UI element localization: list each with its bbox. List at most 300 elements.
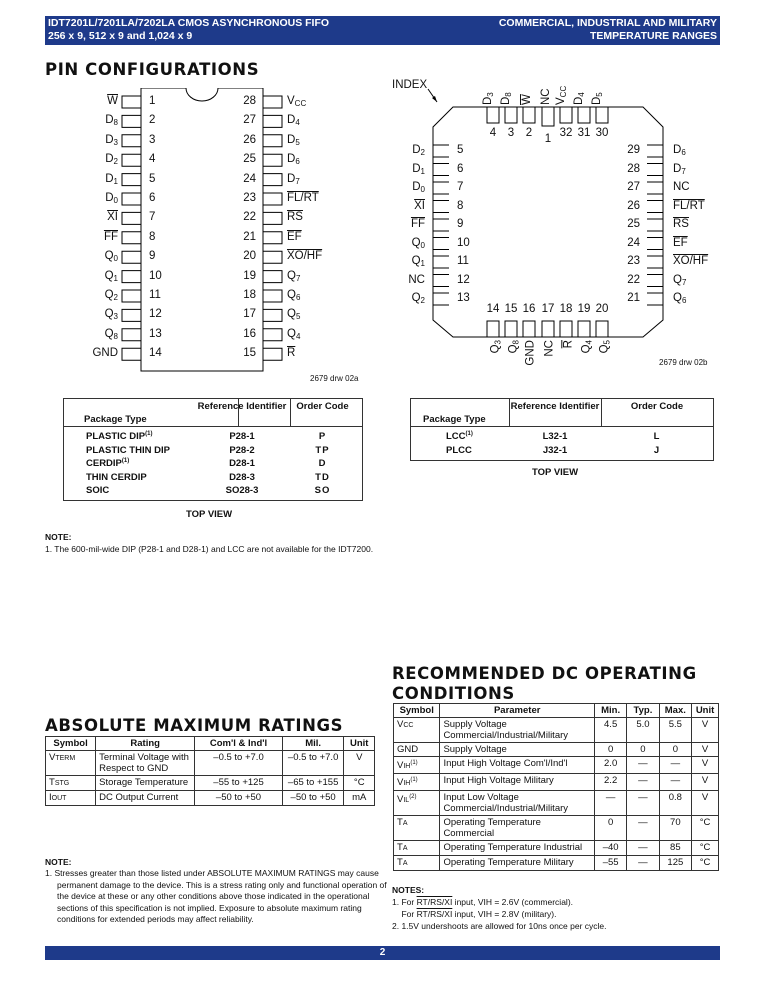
- dip-pin-box: [122, 251, 141, 263]
- pin-name-base: V: [555, 97, 567, 105]
- pin-name-base: $\overline{R}$: [287, 347, 296, 360]
- pin-name-base: Q: [287, 269, 296, 282]
- dip-pin-box: [263, 212, 282, 224]
- rec-unit: V: [692, 718, 719, 743]
- rec-max: 0: [659, 743, 692, 757]
- dip-pin-label: [107, 94, 118, 108]
- package-row: [64, 445, 362, 458]
- package-footnote-ref: (1): [121, 458, 130, 464]
- package-footnote-ref: (1): [465, 431, 473, 437]
- pin-name-base: D: [500, 96, 512, 105]
- dip-pin-label: [287, 346, 295, 360]
- abs-mil: –0.5 to +7.0: [282, 751, 344, 776]
- package-type-text: THIN CERDIP: [86, 471, 147, 483]
- pin-name-base: D: [105, 114, 114, 127]
- rec-param: Input High Voltage Military: [440, 774, 595, 791]
- abs-h-com: Com'l & Ind'l: [195, 737, 283, 751]
- package-ref: D28-1: [229, 458, 255, 469]
- pin-name-base: Q: [598, 344, 610, 354]
- package-ref: SO28-3: [225, 485, 259, 496]
- pin-name-sub: 7: [295, 176, 300, 186]
- lcc-pin-number: 15: [504, 303, 518, 315]
- lcc-pin-number: 21: [627, 292, 640, 304]
- pin-name-sub: 6: [295, 157, 300, 167]
- lcc-pin-label: [673, 236, 688, 250]
- dip-pin-number: 4: [149, 153, 156, 166]
- rec-unit: V: [692, 757, 719, 774]
- dip-pin-box: [122, 271, 141, 283]
- rec-symbol: [394, 718, 440, 743]
- rec-dc-row: [394, 774, 719, 791]
- dip-pin-label: [287, 94, 306, 111]
- pin-name-base: $\overline{RS}$: [287, 211, 303, 224]
- rec-min: —: [594, 791, 626, 816]
- abs-symbol-sub: TERM: [55, 755, 76, 762]
- abs-rating: DC Output Current: [96, 791, 195, 806]
- pin-name-base: NC: [544, 340, 556, 357]
- lcc-pin-number: 13: [457, 292, 470, 304]
- pin-name-sub: 2: [420, 296, 425, 305]
- dip-pin-box: [263, 174, 282, 186]
- pin-name-base: Q: [104, 289, 114, 301]
- lcc-pin-box: [542, 107, 554, 126]
- lcc-pin-box: [433, 182, 449, 194]
- dip-pin-label: [287, 249, 322, 263]
- dip-pin-label: [105, 172, 118, 189]
- header-range-2: TEMPERATURE RANGES: [590, 30, 717, 42]
- lcc-pin-box: [433, 219, 449, 231]
- lcc-pin-box: [596, 321, 608, 337]
- abs-mil: –65 to +155: [282, 776, 344, 791]
- pin-name-base: Q: [287, 327, 296, 340]
- lcc-pin-label: [673, 273, 686, 290]
- dip-pin-number: 2: [149, 114, 156, 127]
- dip-pin-label: [105, 113, 118, 130]
- dip-pin-number: 25: [243, 153, 256, 166]
- lcc-pin-box: [523, 321, 535, 337]
- pin-name-base: D: [591, 96, 603, 105]
- pin-name-base: D: [412, 162, 421, 175]
- lcc-pin-box: [523, 107, 535, 123]
- lcc-pin-box: [433, 275, 449, 287]
- rec-notes-title: NOTES:: [392, 885, 425, 895]
- abs-h-unit: Unit: [344, 737, 375, 751]
- lcc-pin-box: [647, 293, 663, 305]
- package-code: SO: [314, 485, 331, 496]
- package-row: [411, 445, 713, 458]
- lcc-pin-box: [433, 256, 449, 268]
- pin-name-sub: 3: [113, 312, 118, 322]
- lcc-pin-number: 10: [457, 236, 470, 249]
- rec-min: 0: [594, 743, 626, 757]
- lcc-pin-box: [505, 107, 517, 123]
- pin-name-sub: 5: [295, 312, 301, 322]
- package-ref: J32-1: [542, 444, 568, 456]
- header-title: IDT7201L/7201LA/7202LA CMOS ASYNCHRONOUS FIFO: [48, 17, 330, 29]
- dip-pin-number: 21: [243, 230, 256, 243]
- rec-symbol-base: GND: [397, 744, 419, 755]
- lcc-pin-box: [578, 107, 590, 123]
- dip-pin-number: 8: [149, 230, 156, 243]
- pin-name-base: GND: [525, 340, 537, 366]
- lcc-pin-number: 4: [489, 127, 497, 139]
- dip-pin-number: 19: [243, 269, 256, 282]
- dip-pin-number: 28: [243, 95, 256, 107]
- dip-pin-box: [122, 290, 141, 302]
- dip-pin-label: [105, 249, 118, 266]
- lcc-pin-number: 17: [541, 303, 555, 315]
- rec-symbol-footnote: (2): [409, 794, 417, 801]
- package-ref: P28-2: [229, 444, 255, 456]
- rec-dc-title-2: CONDITIONS: [392, 684, 515, 703]
- dip-pin-box: [263, 96, 282, 108]
- pin-name-base: D: [105, 153, 114, 166]
- rec-note-1a: [392, 896, 573, 908]
- dip-pin-label: [287, 288, 300, 305]
- pin-name-base: Q: [104, 308, 114, 321]
- dip-pin-box: [122, 348, 141, 360]
- rec-max: 5.5: [659, 718, 692, 743]
- package-row: [64, 472, 362, 485]
- package-ref: L32-1: [542, 431, 568, 442]
- rec-symbol-footnote: (1): [410, 777, 418, 784]
- lcc-pin-number: 20: [595, 303, 609, 315]
- abs-max-row: [46, 751, 375, 776]
- rec-dc-row: [394, 743, 719, 757]
- pin-name-sub: 1: [420, 166, 425, 176]
- lcc-pin-box: [433, 238, 449, 250]
- rec-dc-header-row: [394, 704, 719, 718]
- dip-pin-label: [287, 327, 300, 344]
- pin-name-base: Q: [507, 344, 519, 354]
- lcc-pin-label: [411, 217, 425, 231]
- lcc-pin-box: [505, 321, 517, 337]
- dip-pin-number: 12: [149, 308, 162, 321]
- lcc-pin-number: 11: [457, 255, 469, 267]
- dip-pin-label: [92, 346, 118, 360]
- pin-name-base: XO/HF: [287, 250, 323, 263]
- pin-name-sub: 0: [113, 254, 118, 264]
- abs-note-text: 1. Stresses greater than those listed under ABSOLUTE MAXIMUM RATINGS may cause permanent damage to the device. This is a stress rating only and functional operation of the device at these or any other conditions above those indicated in the operational sections of this specification is not implied. Exposure to absolute maximum rating conditions for extended periods may affect reliability.: [45, 868, 387, 924]
- lcc-pin-label: [595, 340, 609, 370]
- pin-name-base: D: [287, 172, 296, 185]
- dip-pin-label: [287, 230, 302, 244]
- rec-min: 2.0: [594, 757, 626, 774]
- dip-pin-label: [105, 307, 118, 324]
- dip-pin-box: [122, 154, 141, 166]
- rec-unit: V: [692, 791, 719, 816]
- pin-name-sub: 3: [113, 137, 118, 147]
- abs-h-mil: Mil.: [282, 737, 344, 751]
- dip-pin-box: [263, 309, 282, 321]
- abs-unit: mA: [344, 791, 375, 806]
- rec-typ: —: [627, 841, 659, 856]
- lcc-pin-number: 23: [627, 255, 640, 267]
- pin-name-sub: 6: [681, 148, 686, 157]
- abs-symbol-base: V: [49, 752, 56, 763]
- lcc-pin-box: [487, 107, 499, 123]
- pin-name-sub: 2: [420, 148, 425, 157]
- dip-pin-box: [122, 329, 141, 341]
- rec-symbol-base: V: [397, 760, 404, 772]
- pin-name-base: $\overline{FF}$: [103, 230, 118, 243]
- rec-typ: 0: [627, 743, 659, 757]
- lcc-pin-label: [673, 291, 686, 308]
- abs-max-row: [46, 776, 375, 791]
- pin-note-title: NOTE:: [45, 532, 72, 542]
- rec-unit: V: [692, 743, 719, 757]
- rec-symbol-sub: A: [402, 845, 408, 853]
- rec-note-1b-pre: For: [392, 909, 417, 919]
- pin-name-base: D: [105, 133, 114, 146]
- package-row: [411, 431, 713, 444]
- rec-h-max: Max.: [659, 704, 692, 718]
- pin-name-base: D: [287, 114, 296, 127]
- rec-unit: V: [692, 774, 719, 791]
- page-header: [45, 16, 720, 45]
- rec-note-2: 2. 1.5V undershoots are allowed for 10ns once per cycle.: [392, 921, 607, 931]
- dip-pin-box: [263, 271, 282, 283]
- lcc-pin-label: [408, 273, 425, 287]
- package-type-text: LCC: [446, 431, 466, 443]
- package-code: P: [318, 431, 327, 442]
- lcc-pin-number: 24: [627, 236, 640, 249]
- rec-param: Supply Voltage: [440, 743, 595, 757]
- rec-max: 70: [659, 816, 692, 841]
- dip-pin-number: 16: [243, 327, 256, 340]
- rec-symbol: [394, 743, 440, 757]
- abs-rating: Terminal Voltage with Respect to GND: [96, 751, 195, 776]
- lcc-col-code: Order Code: [630, 401, 684, 412]
- pin-name-base: Q: [411, 292, 421, 304]
- package-code: D: [318, 458, 327, 469]
- abs-max-title: ABSOLUTE MAXIMUM RATINGS: [45, 716, 344, 735]
- pin-name-sub: 7: [681, 277, 687, 287]
- rec-dc-row: [394, 816, 719, 841]
- abs-com: –0.5 to +7.0: [195, 751, 283, 776]
- abs-symbol: [46, 776, 96, 791]
- lcc-pin-label: [673, 180, 690, 194]
- rec-h-typ: Typ.: [627, 704, 659, 718]
- dip-pin-box: [122, 174, 141, 186]
- dip-pin-label: [105, 327, 118, 344]
- dip-pin-label: [105, 191, 118, 208]
- rec-typ: —: [627, 816, 659, 841]
- package-ref: D28-3: [229, 471, 255, 483]
- lcc-pin-label: [482, 71, 500, 105]
- header-right: [499, 17, 717, 43]
- dip-pin-number: 14: [149, 347, 162, 360]
- rec-symbol-base: T: [397, 857, 403, 869]
- dip-pin-number: 10: [149, 269, 162, 282]
- lcc-pin-number: 2: [525, 127, 533, 139]
- rec-dc-title-1: RECOMMENDED DC OPERATING: [392, 664, 697, 683]
- rec-h-symbol: Symbol: [394, 704, 440, 718]
- rec-symbol: [394, 757, 440, 774]
- package-code: TP: [315, 444, 330, 456]
- lcc-pin-label: [559, 340, 573, 370]
- rec-note-1b-post: input, VIH = 2.8V (military).: [452, 909, 557, 919]
- dip-pin-box: [263, 232, 282, 244]
- rec-dc-row: [394, 718, 719, 743]
- lcc-pin-box: [433, 164, 449, 176]
- package-type-text: PLCC: [446, 444, 472, 456]
- pin-name-base: Q: [104, 327, 114, 340]
- pin-name-base: D: [105, 192, 114, 204]
- pin-name-base: Q: [104, 250, 114, 263]
- dip-pin-number: 18: [243, 289, 256, 301]
- abs-com: –50 to +50: [195, 791, 283, 806]
- rec-symbol-base: T: [397, 842, 403, 854]
- lcc-pin-number: 1: [544, 133, 552, 145]
- lcc-pin-label: [522, 340, 536, 370]
- lcc-pin-number: 29: [627, 144, 640, 156]
- rec-param: Operating Temperature Commercial: [440, 816, 595, 841]
- package-type: [86, 458, 129, 469]
- dip-pin-label: [287, 307, 300, 324]
- package-code: J: [653, 444, 661, 456]
- dip-pin-number: 23: [243, 192, 256, 204]
- rec-h-unit: Unit: [692, 704, 719, 718]
- rec-param: Operating Temperature Military: [440, 856, 595, 871]
- lcc-pin-box: [560, 321, 572, 337]
- pin-name-sub: 4: [295, 118, 300, 128]
- pin-name-sub: 1: [113, 273, 118, 283]
- header-range-1: COMMERCIAL, INDUSTRIAL AND MILITARY: [498, 17, 717, 29]
- lcc-pin-number: 18: [559, 303, 573, 315]
- lcc-top-view: TOP VIEW: [532, 467, 579, 478]
- lcc-pin-number: 16: [522, 303, 536, 315]
- pin-name-base: D: [482, 96, 494, 105]
- rec-typ: —: [627, 791, 659, 816]
- rec-symbol: [394, 791, 440, 816]
- header-left: [48, 17, 329, 43]
- pin-name-base: $\overline{XI}$: [107, 211, 118, 224]
- rec-typ: 5.0: [627, 718, 659, 743]
- lcc-pin-box: [647, 238, 663, 250]
- rec-symbol-sub: A: [402, 860, 408, 868]
- dip-pin-label: [105, 152, 118, 169]
- rec-min: 2.2: [594, 774, 626, 791]
- abs-max-header-row: [46, 737, 375, 751]
- pin-name-sub: 7: [295, 273, 301, 283]
- pin-name-base: D: [573, 96, 585, 105]
- rec-min: 0: [594, 816, 626, 841]
- package-type: [86, 431, 152, 442]
- package-footnote-ref: (1): [145, 431, 153, 437]
- pin-name-sub: 8: [504, 92, 513, 97]
- lcc-pin-label: [673, 199, 705, 213]
- lcc-package-table: [410, 398, 714, 461]
- dip-pin-label: [107, 210, 118, 224]
- pin-name-base: Q: [411, 236, 421, 249]
- dip-pin-number: 9: [149, 250, 156, 263]
- rec-max: 85: [659, 841, 692, 856]
- package-type: [446, 431, 473, 442]
- lcc-pin-label: [673, 217, 689, 231]
- dip-pin-label: [287, 152, 300, 169]
- pin-name-base: GND: [92, 347, 118, 360]
- lcc-pin-number: 25: [627, 218, 640, 230]
- package-type-text: SOIC: [86, 485, 110, 496]
- lcc-pin-label: [591, 71, 609, 105]
- rec-note-1a-post: input, VIH = 2.6V (commercial).: [452, 897, 574, 907]
- lcc-pin-box: [647, 182, 663, 194]
- rec-max: 125: [659, 856, 692, 871]
- dip-pin-box: [122, 96, 141, 108]
- page-number: 2: [379, 947, 386, 958]
- dip-diagram: [80, 88, 380, 378]
- dip-pin-box: [263, 329, 282, 341]
- pin-note-text: 1. The 600-mil-wide DIP (P28-1 and D28-1) and LCC are not available for the IDT7200.: [45, 544, 374, 554]
- package-code: TD: [315, 471, 330, 483]
- package-type: [86, 485, 109, 496]
- lcc-pin-label: [500, 71, 518, 105]
- pin-name-sub: 8: [113, 118, 118, 128]
- abs-mil: –50 to +50: [282, 791, 344, 806]
- rec-dc-title: [392, 664, 697, 704]
- rec-max: —: [659, 757, 692, 774]
- dip-pin-number: 20: [243, 250, 256, 263]
- lcc-pin-number: 12: [457, 273, 470, 286]
- package-type-text: PLASTIC DIP: [86, 431, 146, 443]
- lcc-pin-label: [577, 340, 591, 370]
- dip-pin-label: [287, 133, 300, 150]
- rec-symbol-sub: A: [402, 820, 408, 828]
- lcc-pin-label: [412, 236, 425, 253]
- pin-name-base: $\overline{EF}$: [287, 230, 302, 243]
- rec-typ: —: [627, 757, 659, 774]
- lcc-pin-label: [673, 254, 708, 268]
- lcc-pin-label: [414, 199, 425, 213]
- package-type-text: PLASTIC THIN DIP: [86, 444, 170, 456]
- lcc-pin-label: [555, 71, 573, 105]
- pin-name-base: Q: [287, 308, 296, 321]
- dip-pin-label: [105, 288, 118, 305]
- pin-name-base: $\overline{W}$: [521, 94, 533, 105]
- abs-max-row: [46, 791, 375, 806]
- dip-pin-label: [287, 113, 300, 130]
- pin-name-base: NC: [408, 273, 425, 286]
- lcc-pin-number: 22: [627, 273, 640, 286]
- dip-pin-number: 5: [149, 172, 156, 185]
- rec-symbol-base: T: [397, 817, 403, 829]
- rec-symbol-sub: IH: [403, 780, 411, 788]
- pin-name-sub: CC: [559, 85, 568, 98]
- dip-pin-label: [105, 269, 118, 286]
- pin-name-base: NC: [540, 88, 552, 105]
- abs-symbol-base: T: [49, 777, 55, 788]
- abs-symbol-sub: OUT: [51, 795, 67, 802]
- rec-note-1b: [392, 908, 556, 920]
- pin-name-sub: 0: [420, 240, 425, 250]
- rec-dc-table: [393, 703, 719, 871]
- dip-pin-box: [122, 135, 141, 147]
- rec-symbol: [394, 774, 440, 791]
- lcc-pin-label: [504, 340, 518, 370]
- lcc-pin-label: [541, 71, 555, 105]
- dip-pin-label: [287, 269, 300, 286]
- lcc-diagram: [380, 70, 725, 370]
- package-row: [64, 431, 362, 444]
- pin-name-sub: CC: [294, 99, 307, 108]
- pin-name-sub: 2: [113, 293, 118, 302]
- lcc-pin-number: 5: [457, 144, 464, 156]
- rec-symbol: [394, 816, 440, 841]
- pin-name-base: Q: [287, 289, 296, 301]
- pin-name-base: Q: [673, 273, 682, 286]
- dip-pin-box: [263, 135, 282, 147]
